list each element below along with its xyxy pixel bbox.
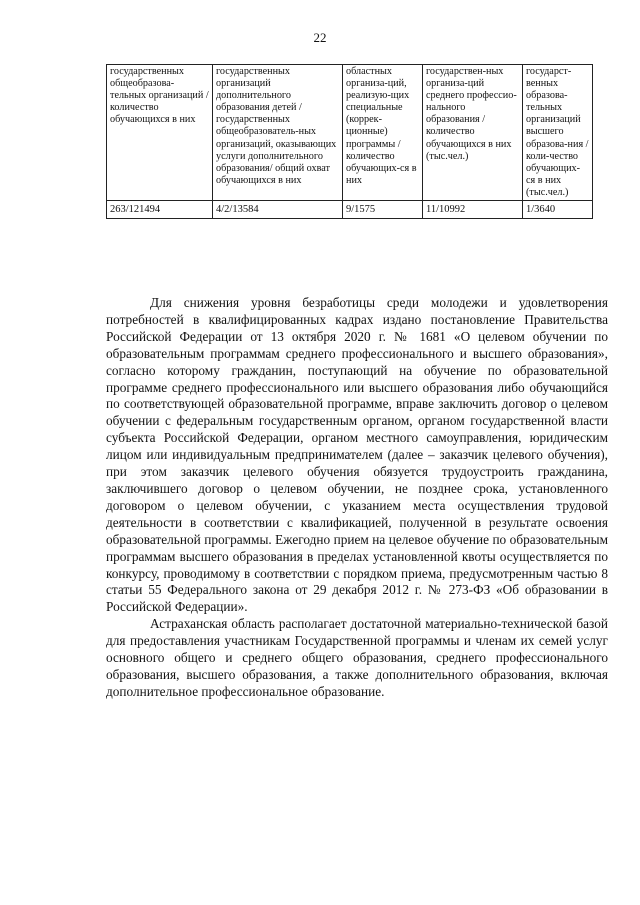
table-cell: 9/1575 <box>343 201 423 219</box>
table-header-row <box>107 65 593 201</box>
table-header-cell: государствен-ных организа-ций среднего профессио-нального образования / количество обучающихся в них (тыс.чел.) <box>423 65 523 201</box>
paragraph: Для снижения уровня безработицы среди молодежи и удовлетворения потребностей в квалифицированных кадрах издано постановление Правительства Российской Федерации от 13 октября 2020 г. № 1681 «О целевом обучении по образовательным программам среднего профессионального и высшего образования», согласно которому гражданин, поступающий на обучение по образовательной программе среднего профессионального или высшего образования либо обучающийся по соответствующей образовательной программе, вправе заключить договор о целевом обучении с федеральным государственным органом, органом государственной власти субъекта Российской Федерации, органом местного самоуправления, юридическим лицом или индивидуальным предпринимателем (далее – заказчик целевого обучения), при этом заказчик целевого обучения обязуется трудоустроить гражданина, заключившего договор о целевом обучении, не позднее срока, установленного договором о целевом обучении, с указанием места осуществления трудовой деятельности в соответствии с квалификацией, полученной в результате освоения образовательной программы. Ежегодно прием на целевое обучение по образовательным программам высшего образования в пределах установленной квоты осуществляется по конкурсу, проводимому в соответствии с порядком приема, предусмотренным частью 8 статьи 55 Федерального закона от 29 декабря 2012 г. № 273-ФЗ «Об образовании в Российской Федерации». <box>106 295 608 615</box>
paragraph: Астраханская область располагает достаточной материально-технической базой для предоставления участникам Государственной программы и членам их семей услуг основного общего и среднего общего образования, среднего профессионального образования, высшего образования, а также дополнительного образования, включая дополнительное профессиональное образование. <box>106 616 608 699</box>
table-cell: 263/121494 <box>107 201 213 219</box>
table-cell: 4/2/13584 <box>213 201 343 219</box>
table-cell: 11/10992 <box>423 201 523 219</box>
table-header-cell: государст-венных образова-тельных организаций высшего образова-ния / коли-чество обучающих-ся в них (тыс.чел.) <box>523 65 593 201</box>
statistics-table <box>106 64 593 219</box>
page-number: 22 <box>313 30 327 45</box>
table-header-cell: областных организа-ций, реализую-щих специальные (коррек-ционные) программы / количество обучающих-ся в них <box>343 65 423 201</box>
table-row <box>107 201 593 219</box>
body-text <box>106 295 608 701</box>
table-header-cell: государственных организаций дополнительного образования детей / государственных общеобразователь-ных организаций, оказывающих услуги дополнительного образования/ общий охват обучающихся в них <box>213 65 343 201</box>
table-cell: 1/3640 <box>523 201 593 219</box>
table-header-cell: государственных общеобразова-тельных организаций / количество обучающихся в них <box>107 65 213 201</box>
